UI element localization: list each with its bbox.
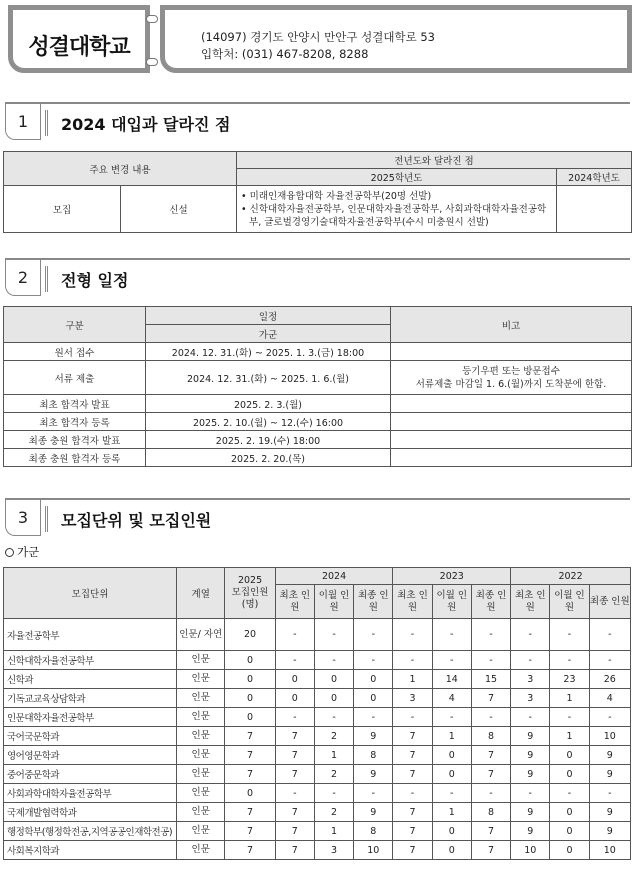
unit-name: 영어영문학과: [4, 746, 177, 765]
count-cell: -: [471, 651, 510, 670]
table-row: [4, 431, 632, 449]
table-row: [4, 619, 631, 651]
count-cell: -: [432, 784, 471, 803]
count-cell: -: [589, 651, 630, 670]
count-cell: -: [314, 708, 353, 727]
count-cell: 7: [275, 822, 314, 841]
col-category: 구분: [4, 307, 146, 343]
col-first: 최초 인원: [511, 585, 550, 619]
count-cell: 0: [432, 822, 471, 841]
table-row: [4, 727, 631, 746]
count-2025: 7: [225, 746, 275, 765]
unit-name: 중어중문학과: [4, 765, 177, 784]
col-2024: 2024: [275, 568, 393, 585]
col-ga: 가군: [146, 325, 391, 343]
section-title: 전형 일정: [61, 271, 129, 290]
col-diff: 전년도와 달라진 점: [237, 152, 632, 169]
field: 인문: [177, 765, 225, 784]
count-cell: 9: [511, 727, 550, 746]
count-cell: 0: [432, 765, 471, 784]
col-main-change: 주요 변경 내용: [4, 152, 237, 186]
count-cell: 0: [314, 689, 353, 708]
count-cell: -: [393, 784, 432, 803]
count-cell: 0: [550, 746, 589, 765]
count-cell: 3: [511, 670, 550, 689]
col-final: 최종 인원: [471, 585, 510, 619]
count-cell: 10: [511, 841, 550, 860]
section-2-header: [5, 258, 630, 298]
schedule-date: 2025. 2. 20.(목): [146, 449, 391, 467]
count-cell: -: [471, 619, 510, 651]
count-cell: -: [275, 651, 314, 670]
count-cell: 1: [314, 822, 353, 841]
change-list: [237, 186, 557, 233]
count-cell: 7: [275, 803, 314, 822]
note-line: 서류제출 마감일 1. 6.(월)까지 도착분에 한함.: [415, 378, 607, 390]
count-cell: 8: [354, 822, 393, 841]
field: 인문: [177, 784, 225, 803]
count-cell: 0: [314, 670, 353, 689]
col-first: 최초 인원: [275, 585, 314, 619]
count-cell: 10: [589, 841, 630, 860]
schedule-table: [3, 306, 632, 467]
count-cell: 9: [589, 803, 630, 822]
count-cell: -: [275, 784, 314, 803]
count-cell: -: [550, 708, 589, 727]
count-2025: 0: [225, 708, 275, 727]
count-2025: 0: [225, 670, 275, 689]
schedule-date: 2024. 12. 31.(화) ~ 2025. 1. 6.(월): [146, 361, 391, 395]
schedule-note: [391, 395, 632, 413]
count-cell: 7: [471, 822, 510, 841]
count-cell: 0: [432, 746, 471, 765]
count-cell: 9: [354, 803, 393, 822]
unit-name: 신학대학자율전공학부: [4, 651, 177, 670]
unit-name: 사회과학대학자율전공학부: [4, 784, 177, 803]
count-cell: 7: [471, 841, 510, 860]
schedule-date: 2025. 2. 10.(월) ~ 12.(수) 16:00: [146, 413, 391, 431]
count-cell: 7: [275, 765, 314, 784]
table-row: [4, 395, 632, 413]
count-cell: -: [550, 651, 589, 670]
unit-name: 국어국문학과: [4, 727, 177, 746]
count-cell: 7: [275, 727, 314, 746]
schedule-category: 최종 충원 합격자 발표: [4, 431, 146, 449]
count-cell: 2: [314, 765, 353, 784]
count-cell: -: [432, 651, 471, 670]
count-cell: 7: [393, 746, 432, 765]
count-cell: 8: [354, 746, 393, 765]
col-2024: 2024학년도: [557, 169, 632, 186]
count-cell: -: [511, 708, 550, 727]
count-cell: 9: [589, 822, 630, 841]
count-cell: 9: [354, 765, 393, 784]
col-2023: 2023: [393, 568, 511, 585]
field: 인문: [177, 803, 225, 822]
count-cell: -: [550, 619, 589, 651]
count-cell: 0: [550, 822, 589, 841]
count-cell: 14: [432, 670, 471, 689]
admission-phone-text: 입학처: (031) 467-8208, 8288: [201, 47, 369, 61]
count-cell: 7: [471, 765, 510, 784]
schedule-category: 원서 접수: [4, 343, 146, 361]
binder-clip-icon: [146, 15, 158, 23]
contact-box: [160, 5, 632, 73]
schedule-note: [391, 449, 632, 467]
count-cell: 7: [393, 765, 432, 784]
count-cell: -: [471, 708, 510, 727]
schedule-category: 서류 제출: [4, 361, 146, 395]
count-cell: 0: [354, 670, 393, 689]
unit-name: 신학과: [4, 670, 177, 689]
university-name: 성결대학교: [28, 35, 130, 60]
count-cell: 9: [589, 765, 630, 784]
list-item: • 신학대학자율전공학부, 인문대학자율전공학부, 사회과학대학자율전공학부, 글로벌경영기술대학자율전공학부(수시 미충원시 선발): [241, 203, 547, 228]
count-cell: 9: [354, 727, 393, 746]
col-2025: 2025 모집인원 (명): [225, 568, 275, 619]
section-3-header: [5, 498, 630, 538]
field: 인문: [177, 727, 225, 746]
row-category: 모집: [4, 186, 121, 233]
count-cell: 0: [354, 689, 393, 708]
schedule-category: 최초 합격자 등록: [4, 413, 146, 431]
count-cell: -: [511, 784, 550, 803]
count-cell: 9: [511, 822, 550, 841]
table-row: [4, 449, 632, 467]
count-cell: 4: [589, 689, 630, 708]
count-2025: 7: [225, 841, 275, 860]
count-cell: -: [393, 708, 432, 727]
count-2025: 7: [225, 765, 275, 784]
schedule-note: [391, 361, 632, 395]
count-cell: 0: [275, 670, 314, 689]
count-2025: 7: [225, 727, 275, 746]
university-name-box: [8, 5, 150, 73]
field: 인문: [177, 841, 225, 860]
schedule-category: 최초 합격자 발표: [4, 395, 146, 413]
address-text: (14097) 경기도 안양시 만안구 성결대학로 53: [201, 30, 435, 44]
section-number: 1: [17, 112, 29, 131]
count-cell: 1: [432, 727, 471, 746]
count-cell: 3: [393, 689, 432, 708]
count-cell: 10: [354, 841, 393, 860]
table-row: [4, 746, 631, 765]
section-1-header: [5, 102, 630, 142]
list-item: • 미래인재융합대학 자율전공학부(20명 선발): [241, 190, 432, 202]
count-cell: 3: [314, 841, 353, 860]
count-cell: 8: [471, 803, 510, 822]
schedule-category: 최종 충원 합격자 등록: [4, 449, 146, 467]
section-title: 모집단위 및 모집인원: [61, 511, 212, 530]
count-cell: 8: [471, 727, 510, 746]
col-2022: 2022: [511, 568, 631, 585]
count-cell: -: [354, 651, 393, 670]
count-cell: -: [589, 619, 630, 651]
col-first: 최초 인원: [393, 585, 432, 619]
table-row: [4, 413, 632, 431]
count-cell: -: [354, 619, 393, 651]
table-row: [4, 765, 631, 784]
field: 인문: [177, 746, 225, 765]
col-final: 최종 인원: [354, 585, 393, 619]
count-cell: -: [589, 708, 630, 727]
count-2025: 0: [225, 651, 275, 670]
table-row: [4, 361, 632, 395]
unit-name: 인문대학자율전공학부: [4, 708, 177, 727]
count-cell: 2: [314, 727, 353, 746]
col-2025: 2025학년도: [237, 169, 557, 186]
col-note: 비고: [391, 307, 632, 343]
col-carry: 이월 인원: [432, 585, 471, 619]
col-schedule: 일정: [146, 307, 391, 325]
count-cell: -: [471, 784, 510, 803]
count-cell: 0: [550, 803, 589, 822]
unit-name: 사회복지학과: [4, 841, 177, 860]
unit-name: 기독교교육상담학과: [4, 689, 177, 708]
count-cell: 7: [275, 746, 314, 765]
count-cell: 23: [550, 670, 589, 689]
count-cell: 26: [589, 670, 630, 689]
note-line: 등기우편 또는 방문접수: [462, 365, 560, 377]
count-cell: 1: [432, 803, 471, 822]
count-cell: 1: [314, 746, 353, 765]
count-cell: 7: [275, 841, 314, 860]
schedule-note: [391, 431, 632, 449]
col-unit: 모집단위: [4, 568, 177, 619]
count-cell: -: [432, 619, 471, 651]
count-cell: -: [393, 619, 432, 651]
count-cell: 0: [432, 841, 471, 860]
field: 인문: [177, 689, 225, 708]
count-cell: 3: [511, 689, 550, 708]
col-field: 계열: [177, 568, 225, 619]
row-type: 신설: [121, 186, 237, 233]
count-cell: 0: [550, 765, 589, 784]
schedule-note: [391, 343, 632, 361]
count-cell: -: [550, 784, 589, 803]
count-cell: 9: [589, 746, 630, 765]
recruitment-table: [3, 567, 631, 860]
count-cell: 7: [471, 689, 510, 708]
count-cell: 7: [471, 746, 510, 765]
field: 인문: [177, 822, 225, 841]
unit-name: 국제개발협력학과: [4, 803, 177, 822]
section-number: 2: [17, 268, 29, 287]
count-cell: -: [589, 784, 630, 803]
schedule-date: 2025. 2. 3.(월): [146, 395, 391, 413]
field: 인문: [177, 651, 225, 670]
count-cell: -: [393, 651, 432, 670]
unit-name: 행정학부(행정학전공,지역공공인재학전공): [4, 822, 177, 841]
count-cell: 7: [393, 822, 432, 841]
col-carry: 이월 인원: [314, 585, 353, 619]
field: 인문: [177, 708, 225, 727]
count-cell: 0: [550, 841, 589, 860]
count-cell: 7: [393, 841, 432, 860]
count-cell: 0: [275, 689, 314, 708]
schedule-note: [391, 413, 632, 431]
count-cell: -: [275, 708, 314, 727]
count-cell: -: [314, 651, 353, 670]
table-row: [4, 651, 631, 670]
count-cell: -: [314, 784, 353, 803]
binder-clip-icon: [146, 58, 158, 66]
circle-bullet-icon: [5, 548, 14, 557]
count-cell: 9: [511, 765, 550, 784]
cell-2024-empty: [557, 186, 632, 233]
count-cell: -: [354, 708, 393, 727]
count-2025: 0: [225, 689, 275, 708]
section-number: 3: [17, 508, 29, 527]
count-cell: 1: [550, 727, 589, 746]
table-row: [4, 822, 631, 841]
schedule-date: 2025. 2. 19.(수) 18:00: [146, 431, 391, 449]
table-row: [4, 670, 631, 689]
unit-name: 자율전공학부: [4, 619, 177, 651]
count-cell: -: [432, 708, 471, 727]
table-row: [4, 343, 632, 361]
count-cell: -: [354, 784, 393, 803]
count-cell: 1: [393, 670, 432, 689]
count-cell: 10: [589, 727, 630, 746]
count-cell: 1: [550, 689, 589, 708]
schedule-date: 2024. 12. 31.(화) ~ 2025. 1. 3.(금) 18:00: [146, 343, 391, 361]
count-cell: 15: [471, 670, 510, 689]
col-carry: 이월 인원: [550, 585, 589, 619]
count-2025: 0: [225, 784, 275, 803]
count-cell: 7: [393, 727, 432, 746]
section-title: 2024 대입과 달라진 점: [61, 115, 231, 134]
count-2025: 7: [225, 822, 275, 841]
changes-table: [3, 151, 632, 233]
count-cell: -: [511, 651, 550, 670]
subheading-ga: 가군: [5, 544, 39, 560]
count-cell: 7: [393, 803, 432, 822]
table-row: [4, 708, 631, 727]
count-cell: -: [275, 619, 314, 651]
field: 인문/ 자연: [177, 619, 225, 651]
table-row: [4, 841, 631, 860]
field: 인문: [177, 670, 225, 689]
table-row: [4, 689, 631, 708]
count-cell: 4: [432, 689, 471, 708]
count-cell: -: [511, 619, 550, 651]
col-final: 최종 인원: [589, 585, 630, 619]
table-row: [4, 803, 631, 822]
count-cell: 9: [511, 746, 550, 765]
count-cell: -: [314, 619, 353, 651]
count-2025: 20: [225, 619, 275, 651]
count-cell: 9: [511, 803, 550, 822]
table-row: [4, 784, 631, 803]
count-cell: 2: [314, 803, 353, 822]
count-2025: 7: [225, 803, 275, 822]
